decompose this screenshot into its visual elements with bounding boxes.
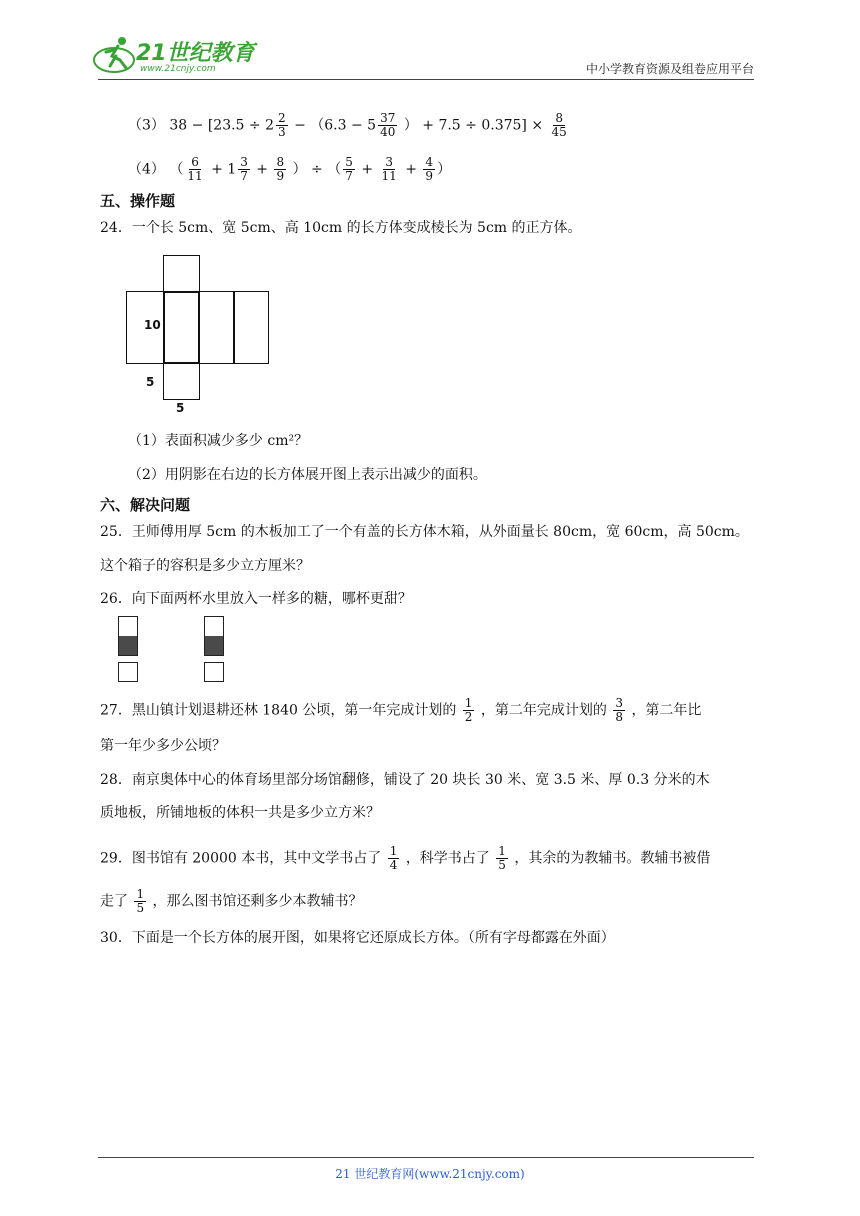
- q28-line2: 质地板，所铺地板的体积一共是多少立方米？: [100, 805, 380, 821]
- fraction: [134, 888, 146, 915]
- q29-seg-e: ，那么图书馆还剩多少本教辅书？: [152, 893, 363, 910]
- fraction: [423, 156, 435, 183]
- q29-line2: [100, 888, 363, 915]
- fraction-denominator: 7: [240, 169, 248, 183]
- fraction: [550, 112, 569, 139]
- footer-link[interactable]: 21 世纪教育网(www.21cnjy.com): [335, 1167, 525, 1181]
- fraction-numerator: 4: [425, 155, 434, 169]
- fraction-denominator: 9: [425, 169, 434, 183]
- q29-seg-a: 29．图书馆有 20000 本书，其中文学书占了: [100, 850, 382, 867]
- fraction-numerator: 8: [276, 155, 285, 169]
- q23-p3-seg-c: ） + 7.5 ÷ 0.375] ×: [403, 117, 544, 134]
- open-paren: （: [169, 161, 184, 178]
- dimension-label-height: 10: [144, 318, 161, 332]
- operator: + 1: [211, 161, 237, 178]
- q23-part3: [128, 112, 571, 139]
- cup-b-sugar-box: [204, 662, 224, 682]
- fraction: [388, 845, 400, 872]
- fraction-numerator: 3: [615, 696, 623, 710]
- fraction-numerator: 3: [385, 155, 393, 169]
- fraction: [380, 156, 399, 183]
- fraction: [274, 156, 286, 183]
- fraction-numerator: 1: [464, 696, 473, 710]
- fraction-numerator: 1: [389, 844, 398, 858]
- operator: +: [361, 161, 374, 178]
- q24-sub2: （2）用阴影在右边的长方体展开图上表示出减少的面积。: [128, 467, 487, 483]
- fraction-denominator: 9: [276, 169, 285, 183]
- fraction: [343, 156, 355, 183]
- q28-line1: 28．南京奥体中心的体育场里部分场馆翻修，铺设了 20 块长 30 米、宽 3.5 米、厚 0.3 分米的木: [100, 772, 710, 788]
- net-face-top: [163, 255, 200, 293]
- cup-b-water: [205, 636, 223, 655]
- cuboid-net-diagram: [126, 255, 271, 415]
- q29-seg-c: ，其余的为教辅书。教辅书被借: [514, 850, 711, 867]
- fraction: [613, 697, 625, 724]
- q29-seg-b: ，科学书占了: [405, 850, 490, 867]
- fraction: [238, 156, 250, 183]
- site-logo: [92, 32, 262, 78]
- operator: +: [256, 161, 269, 178]
- fraction-numerator: 5: [345, 155, 353, 169]
- q23-part4: [128, 156, 451, 183]
- q27-line2: 第一年少多少公顷？: [100, 738, 226, 754]
- fraction-denominator: 5: [136, 901, 145, 915]
- section-heading-5: 五、操作题: [100, 192, 176, 210]
- fraction: [185, 156, 204, 183]
- q24-sub1: （1）表面积减少多少 cm²？: [128, 433, 309, 449]
- dimension-label-length: 5: [176, 401, 185, 415]
- dimension-label-width: 5: [146, 375, 155, 389]
- q27-line1: [100, 697, 701, 724]
- fraction: [378, 112, 397, 139]
- q27-seg-c: ，第二年比: [631, 702, 702, 719]
- header-divider: [98, 79, 754, 80]
- net-face-back: [233, 291, 269, 364]
- fraction: [276, 112, 288, 139]
- q24-text: 24．一个长 5cm、宽 5cm、高 10cm 的长方体变成棱长为 5cm 的正方体。: [100, 220, 582, 236]
- cup-b: [204, 616, 224, 656]
- q27-seg-a: 27．黑山镇计划退耕还林 1840 公顷，第一年完成计划的: [100, 702, 457, 719]
- q23-p3-prefix: （3）: [128, 117, 165, 134]
- cup-a-body: [118, 616, 138, 656]
- fraction-denominator: 7: [345, 169, 353, 183]
- net-face-bottom: [163, 362, 200, 400]
- footer-divider: [98, 1157, 754, 1158]
- cup-a-sugar-box: [118, 662, 138, 682]
- cup-a: [118, 616, 138, 656]
- q23-p3-seg-a: 38 − [23.5 ÷ 2: [169, 117, 274, 134]
- header-tagline: 中小学教育资源及组卷应用平台: [585, 62, 754, 76]
- q23-p4-prefix: （4）: [128, 161, 165, 178]
- q26-text: 26．向下面两杯水里放入一样多的糖，哪杯更甜？: [100, 591, 412, 607]
- fraction-numerator: 8: [555, 111, 563, 125]
- net-face-front: [163, 291, 200, 364]
- q25-line2: 这个箱子的容积是多少立方厘米？: [100, 558, 310, 574]
- fraction-numerator: 6: [191, 155, 199, 169]
- fraction-denominator: 3: [278, 125, 286, 139]
- logo-url: www.21cnjy.com: [140, 64, 216, 74]
- q25-line1: 25．王师傅用厚 5cm 的木板加工了一个有盖的长方体木箱，从外面量长 80cm，宽 60cm，高 50cm。: [100, 524, 749, 540]
- fraction-denominator: 5: [498, 858, 506, 872]
- logo-text: 21世纪教育: [136, 41, 255, 66]
- fraction-denominator: 45: [551, 125, 567, 139]
- cup-b-body: [204, 616, 224, 656]
- net-face-right: [198, 291, 235, 364]
- fraction-denominator: 2: [464, 710, 473, 724]
- close-paren: ）: [437, 161, 452, 178]
- fraction-denominator: 11: [187, 169, 203, 183]
- q23-p3-seg-b: − （6.3 − 5: [294, 117, 377, 134]
- operator: ） ÷ （: [292, 161, 342, 178]
- fraction-numerator: 3: [240, 155, 248, 169]
- fraction-numerator: 1: [136, 887, 145, 901]
- q29-line1: [100, 845, 710, 872]
- fraction-denominator: 4: [389, 858, 398, 872]
- fraction: [496, 845, 508, 872]
- fraction-denominator: 11: [381, 169, 397, 183]
- section-heading-6: 六、解决问题: [100, 496, 191, 514]
- fraction: [463, 697, 475, 724]
- q27-seg-b: ，第二年完成计划的: [480, 702, 607, 719]
- fraction-denominator: 40: [380, 125, 396, 139]
- fraction-numerator: 37: [380, 111, 396, 125]
- fraction-numerator: 2: [278, 111, 286, 125]
- cup-a-water: [119, 636, 137, 655]
- q29-seg-d: 走了: [100, 893, 128, 910]
- operator: +: [405, 161, 417, 178]
- q30-text: 30．下面是一个长方体的展开图，如果将它还原成长方体。（所有字母都露在外面）: [100, 930, 615, 946]
- fraction-denominator: 8: [615, 710, 623, 724]
- fraction-numerator: 1: [498, 844, 506, 858]
